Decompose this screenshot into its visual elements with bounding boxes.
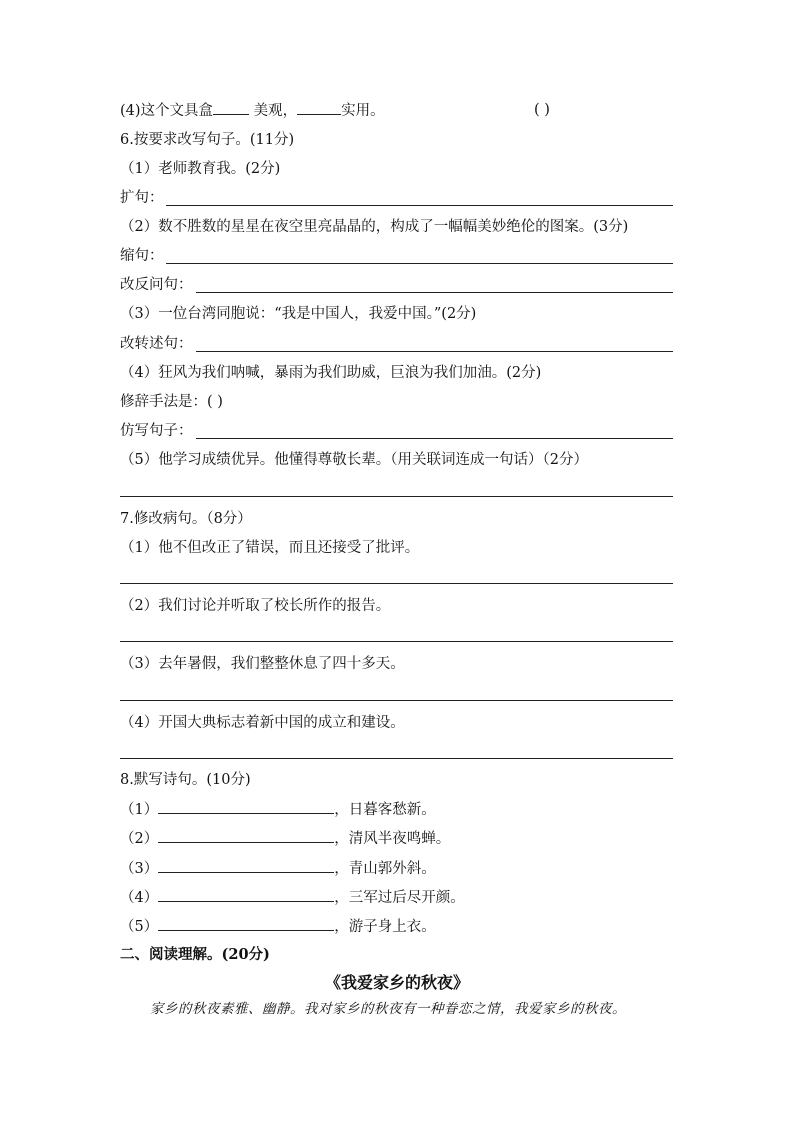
imitate-label: 仿写句子： — [120, 423, 193, 439]
q6-s2: （2）数不胜数的星星在夜空里亮晶晶的，构成了一幅幅美妙绝伦的图案。(3分) — [120, 219, 629, 235]
q7-s4: （4）开国大典标志着新中国的成立和建设。 — [120, 715, 405, 731]
poem-line: （2） ，清风半夜鸣蝉。 — [120, 828, 450, 849]
q6-s5: （5）他学习成绩优异。他懂得尊敬长辈。（用关联词连成一句话）（2分） — [120, 452, 588, 468]
shrink-answer-line[interactable] — [166, 263, 673, 264]
poem-answer-blank[interactable] — [158, 858, 334, 873]
poem-answer-blank[interactable] — [158, 916, 334, 931]
expand-answer-line[interactable] — [166, 205, 673, 206]
passage-line-1: 家乡的秋夜素雅、幽静。我对家乡的秋夜有一种眷恋之情，我爱家乡的秋夜。 — [150, 1001, 626, 1017]
q6-s3: （3）一位台湾同胞说：“我是中国人，我爱中国。”(2分) — [120, 306, 477, 322]
passage-title: 《我爱家乡的秋夜》 — [324, 973, 469, 992]
q7-s2-answer-line[interactable] — [120, 641, 673, 642]
s5-answer-line[interactable] — [120, 496, 673, 497]
q8-title: 8.默写诗句。(10分) — [120, 772, 251, 788]
q6-s4: （4）狂风为我们呐喊，暴雨为我们助威，巨浪为我们加油。(2分) — [120, 365, 542, 381]
poem-answer-blank[interactable] — [158, 799, 334, 814]
poem-answer-blank[interactable] — [158, 828, 334, 843]
poem-answer-blank[interactable] — [158, 887, 334, 902]
poem-line: （4） ，三军过后尽开颜。 — [120, 887, 465, 908]
rhetoric-label[interactable]: 修辞手法是：( ) — [120, 394, 223, 410]
indirect-answer-line[interactable] — [196, 351, 673, 352]
shrink-label: 缩句： — [120, 248, 164, 264]
q7-title: 7.修改病句。（8分） — [120, 511, 252, 527]
answer-blank[interactable] — [213, 100, 249, 115]
q6-s1: （1）老师教育我。(2分) — [120, 161, 281, 177]
poem-line: （1） ，日暮客愁新。 — [120, 799, 436, 820]
answer-blank[interactable] — [297, 100, 341, 115]
q7-s3: （3）去年暑假，我们整整休息了四十多天。 — [120, 656, 405, 672]
expand-label: 扩句： — [120, 190, 164, 206]
answer-paren[interactable]: ( ) — [534, 102, 550, 118]
rhetorical-answer-line[interactable] — [196, 292, 673, 293]
section2-title: 二、阅读理解。(20分) — [120, 946, 270, 963]
q6-title: 6.按要求改写句子。(11分) — [120, 132, 295, 148]
imitate-answer-line[interactable] — [196, 438, 673, 439]
indirect-label: 改转述句： — [120, 336, 193, 352]
rhetorical-label: 改反问句： — [120, 277, 193, 293]
poem-line: （3） ，青山郭外斜。 — [120, 858, 436, 879]
q5-item-4: (4)这个文具盒 美观， 实用。 — [120, 100, 385, 121]
q7-s1-answer-line[interactable] — [120, 583, 673, 584]
q7-s3-answer-line[interactable] — [120, 700, 673, 701]
q7-s1: （1）他不但改正了错误，而且还接受了批评。 — [120, 540, 420, 556]
q7-s2: （2）我们讨论并听取了校长所作的报告。 — [120, 598, 391, 614]
q7-s4-answer-line[interactable] — [120, 758, 673, 759]
poem-line: （5） ，游子身上衣。 — [120, 916, 436, 937]
